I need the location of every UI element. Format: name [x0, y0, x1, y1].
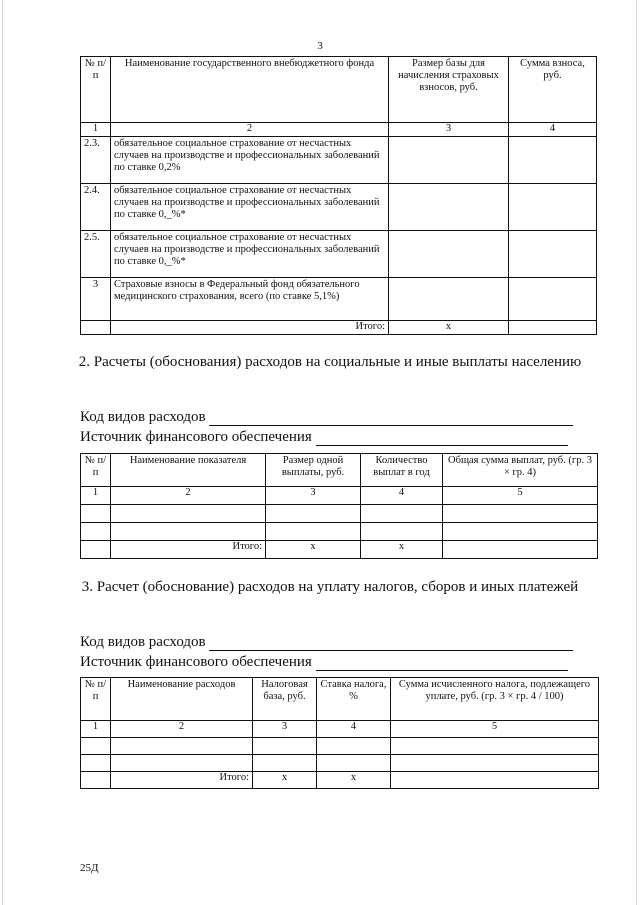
section-3-funding-source-field [80, 653, 568, 671]
expense-code-line[interactable] [209, 411, 573, 426]
funding-source-line[interactable] [316, 431, 568, 446]
row-fund-name: обязательное социальное страхование от несчастных случаев на производстве и профессиональных заболеваний по ставке 0,2% [111, 137, 389, 184]
total-sum-cell[interactable] [391, 772, 599, 789]
insurance-contributions-table [80, 56, 597, 335]
total-tax-rate-cell: x [317, 772, 391, 789]
row-base-cell[interactable] [389, 137, 509, 184]
funding-source-label: Источник финансового обеспечения [80, 429, 312, 445]
total-sum-cell[interactable] [443, 541, 598, 559]
table-row [81, 755, 599, 772]
section-2-funding-source-field [80, 428, 568, 446]
table-header-row [81, 678, 599, 721]
table-header-row [81, 57, 597, 123]
header-number: № п/п [81, 57, 111, 123]
total-payments-count-cell: x [361, 541, 443, 559]
column-index: 5 [391, 721, 599, 738]
column-index-row [81, 487, 598, 505]
total-label: Итого: [111, 772, 253, 789]
column-index: 3 [389, 123, 509, 137]
empty-cell[interactable] [111, 738, 253, 755]
column-index: 1 [81, 721, 111, 738]
table-row [81, 231, 597, 278]
table-row [81, 505, 598, 523]
row-sum-cell[interactable] [509, 184, 597, 231]
row-number: 3 [81, 278, 111, 321]
header-expense-name: Наименование расходов [111, 678, 253, 721]
row-base-cell[interactable] [389, 231, 509, 278]
empty-cell[interactable] [253, 755, 317, 772]
social-payments-table [80, 453, 598, 559]
row-sum-cell[interactable] [509, 231, 597, 278]
table-row [81, 137, 597, 184]
empty-cell[interactable] [253, 738, 317, 755]
empty-cell[interactable] [111, 523, 266, 541]
column-index-row [81, 123, 597, 137]
empty-cell[interactable] [81, 738, 111, 755]
header-base-size: Размер базы для начисления страховых взносов, руб. [389, 57, 509, 123]
column-index: 3 [266, 487, 361, 505]
expense-code-line[interactable] [209, 636, 573, 651]
row-number: 2.4. [81, 184, 111, 231]
column-index: 2 [111, 487, 266, 505]
row-base-cell[interactable] [389, 278, 509, 321]
empty-cell[interactable] [391, 738, 599, 755]
empty-cell[interactable] [81, 755, 111, 772]
footer-code: 25Д [80, 862, 99, 874]
empty-cell[interactable] [111, 505, 266, 523]
expense-code-label: Код видов расходов [80, 409, 206, 425]
total-row [81, 541, 598, 559]
header-total-payments: Общая сумма выплат, руб. (гр. 3 × гр. 4) [443, 454, 598, 487]
total-row [81, 772, 599, 789]
empty-cell[interactable] [266, 523, 361, 541]
header-tax-amount: Сумма исчисленного налога, подлежащего уплате, руб. (гр. 3 × гр. 4 / 100) [391, 678, 599, 721]
row-fund-name: обязательное социальное страхование от несчастных случаев на производстве и профессиональных заболеваний по ставке 0,_%* [111, 184, 389, 231]
column-index: 4 [361, 487, 443, 505]
header-tax-rate: Ставка налога, % [317, 678, 391, 721]
total-payment-size-cell: x [266, 541, 361, 559]
total-empty-cell [81, 772, 111, 789]
header-fund-name: Наименование государственного внебюджетного фонда [111, 57, 389, 123]
header-tax-base: Налоговая база, руб. [253, 678, 317, 721]
column-index: 2 [111, 123, 389, 137]
row-fund-name: обязательное социальное страхование от несчастных случаев на производстве и профессиональных заболеваний по ставке 0,_%* [111, 231, 389, 278]
header-contribution-sum: Сумма взноса, руб. [509, 57, 597, 123]
column-index: 4 [317, 721, 391, 738]
page-edge-right [636, 0, 637, 905]
total-tax-base-cell: x [253, 772, 317, 789]
empty-cell[interactable] [361, 523, 443, 541]
page-number: 3 [317, 40, 323, 52]
total-label: Итого: [111, 321, 389, 335]
header-number: № п/п [81, 678, 111, 721]
empty-cell[interactable] [317, 755, 391, 772]
taxes-table [80, 677, 599, 789]
table-row [81, 184, 597, 231]
column-index: 4 [509, 123, 597, 137]
column-index: 1 [81, 487, 111, 505]
total-base-cell: x [389, 321, 509, 335]
table-header-row [81, 454, 598, 487]
total-empty-cell [81, 541, 111, 559]
total-row [81, 321, 597, 335]
total-label: Итого: [111, 541, 266, 559]
row-fund-name: Страховые взносы в Федеральный фонд обязательного медицинского страхования, всего (по ставке 5,1%) [111, 278, 389, 321]
column-index: 2 [111, 721, 253, 738]
empty-cell[interactable] [443, 505, 598, 523]
row-sum-cell[interactable] [509, 137, 597, 184]
section-3-expense-code-field [80, 633, 573, 651]
empty-cell[interactable] [266, 505, 361, 523]
total-sum-cell[interactable] [509, 321, 597, 335]
empty-cell[interactable] [317, 738, 391, 755]
expense-code-label: Код видов расходов [80, 634, 206, 650]
column-index: 3 [253, 721, 317, 738]
empty-cell[interactable] [111, 755, 253, 772]
table-row [81, 523, 598, 541]
header-payments-count: Количество выплат в год [361, 454, 443, 487]
header-number: № п/п [81, 454, 111, 487]
funding-source-label: Источник финансового обеспечения [80, 654, 312, 670]
funding-source-line[interactable] [316, 656, 568, 671]
empty-cell[interactable] [443, 523, 598, 541]
page-edge-left [2, 0, 3, 905]
header-payment-size: Размер одной выплаты, руб. [266, 454, 361, 487]
row-number: 2.5. [81, 231, 111, 278]
section-2-expense-code-field [80, 408, 573, 426]
section-3-title: 3. Расчет (обоснование) расходов на уплату налогов, сборов и иных платежей [81, 579, 579, 595]
column-index-row [81, 721, 599, 738]
column-index: 5 [443, 487, 598, 505]
row-number: 2.3. [81, 137, 111, 184]
section-2-title: 2. Расчеты (обоснования) расходов на социальные и иные выплаты населению [78, 354, 582, 370]
table-row [81, 278, 597, 321]
empty-cell[interactable] [81, 523, 111, 541]
row-sum-cell[interactable] [509, 278, 597, 321]
empty-cell[interactable] [391, 755, 599, 772]
header-indicator-name: Наименование показателя [111, 454, 266, 487]
empty-cell[interactable] [361, 505, 443, 523]
row-base-cell[interactable] [389, 184, 509, 231]
empty-cell[interactable] [81, 505, 111, 523]
column-index: 1 [81, 123, 111, 137]
total-empty-cell [81, 321, 111, 335]
table-row [81, 738, 599, 755]
